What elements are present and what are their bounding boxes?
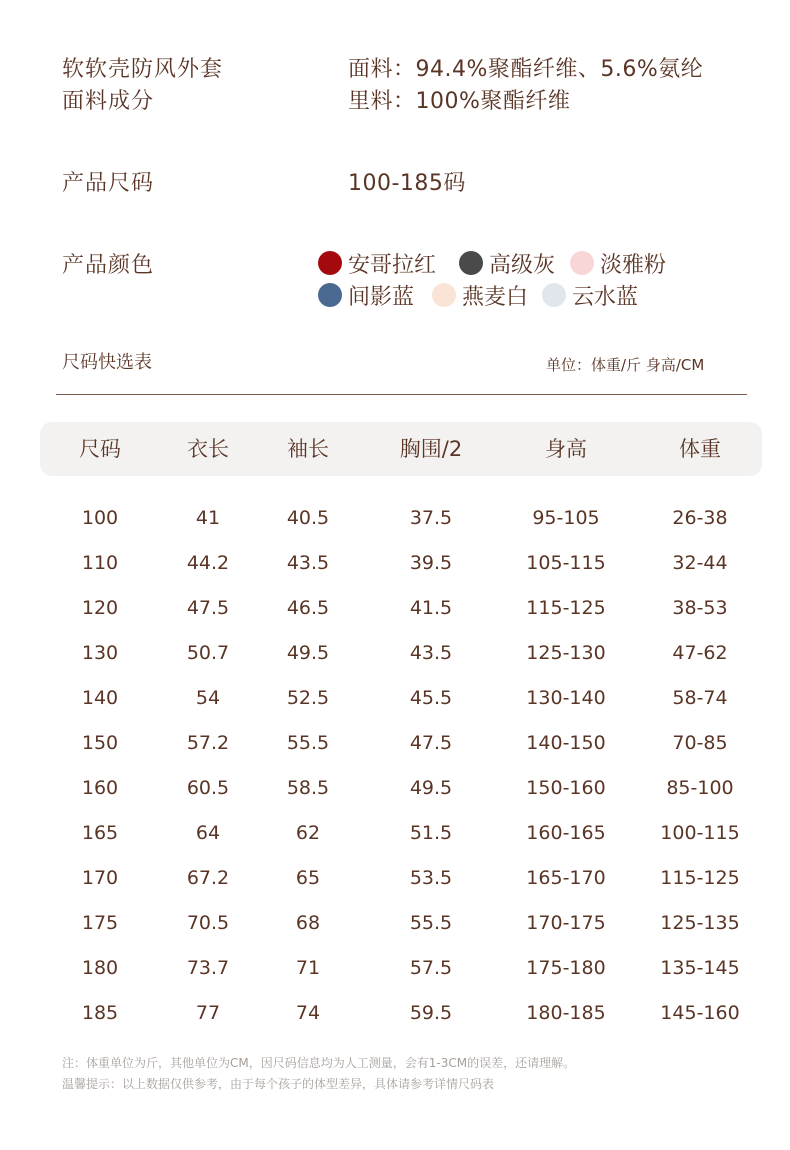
table-row: [0, 631, 790, 676]
size-chart-title: 尺码快选表: [62, 352, 152, 373]
table-cell: 135-145: [660, 957, 740, 979]
table-cell: 67.2: [186, 867, 230, 889]
color-option: [432, 280, 528, 310]
column-header: 袖长: [287, 437, 329, 461]
table-cell: 52.5: [286, 687, 330, 709]
table-cell: 58.5: [286, 777, 330, 799]
table-cell: 37.5: [409, 507, 453, 529]
table-cell: 43.5: [409, 642, 453, 664]
column-header: 衣长: [187, 437, 229, 461]
unit-text: 单位：体重/斤 身高/CM: [546, 356, 705, 374]
table-cell: 140-150: [526, 732, 606, 754]
table-cell: 44.2: [186, 552, 230, 574]
table-row: [0, 496, 790, 541]
table-cell: 40.5: [286, 507, 330, 529]
color-option: [570, 248, 666, 278]
table-cell: 46.5: [286, 597, 330, 619]
table-cell: 50.7: [186, 642, 230, 664]
table-cell: 175-180: [526, 957, 606, 979]
table-cell: 160: [81, 777, 119, 799]
table-cell: 51.5: [409, 822, 453, 844]
table-cell: 140: [81, 687, 119, 709]
column-header: 身高: [545, 437, 587, 461]
table-cell: 130: [81, 642, 119, 664]
table-row: [0, 901, 790, 946]
column-header: 体重: [679, 437, 721, 461]
color-name: 安哥拉红: [348, 252, 437, 278]
table-cell: 53.5: [409, 867, 453, 889]
table-cell: 57.2: [186, 732, 230, 754]
color-name: 间影蓝: [348, 284, 415, 310]
table-cell: 47-62: [672, 642, 728, 664]
table-cell: 39.5: [409, 552, 453, 574]
table-cell: 47.5: [409, 732, 453, 754]
color-name: 云水蓝: [572, 284, 639, 310]
table-cell: 70-85: [672, 732, 728, 754]
table-cell: 49.5: [286, 642, 330, 664]
table-cell: 59.5: [409, 1002, 453, 1024]
table-cell: 49.5: [409, 777, 453, 799]
note-line2: 温馨提示：以上数据仅供参考，由于每个孩子的体型差异，具体请参考详情尺码表: [62, 1077, 495, 1091]
color-name: 燕麦白: [462, 284, 529, 310]
table-cell: 26-38: [672, 507, 728, 529]
table-row: [0, 811, 790, 856]
table-cell: 32-44: [672, 552, 728, 574]
table-cell: 105-115: [526, 552, 606, 574]
table-cell: 120: [81, 597, 119, 619]
table-cell: 110: [81, 552, 119, 574]
table-row: [0, 991, 790, 1036]
table-row: [0, 586, 790, 631]
table-cell: 160-165: [526, 822, 606, 844]
table-cell: 43.5: [286, 552, 330, 574]
table-cell: 71: [295, 957, 321, 979]
fabric-label-line1: 软软壳防风外套: [62, 57, 224, 82]
table-cell: 65: [295, 867, 321, 889]
table-cell: 125-130: [526, 642, 606, 664]
table-cell: 55.5: [286, 732, 330, 754]
table-cell: 150-160: [526, 777, 606, 799]
table-cell: 100-115: [660, 822, 740, 844]
fabric-value-line2: 里料：100%聚酯纤维: [348, 89, 571, 114]
table-cell: 54: [195, 687, 221, 709]
color-option: [542, 280, 638, 310]
table-cell: 130-140: [526, 687, 606, 709]
table-cell: 165-170: [526, 867, 606, 889]
table-cell: 41.5: [409, 597, 453, 619]
table-cell: 74: [295, 1002, 321, 1024]
table-cell: 170-175: [526, 912, 606, 934]
table-row: [0, 721, 790, 766]
color-option: [318, 248, 436, 278]
table-cell: 115-125: [660, 867, 740, 889]
divider: [56, 394, 747, 395]
column-header: 胸围/2: [399, 437, 463, 461]
table-cell: 145-160: [660, 1002, 740, 1024]
color-swatch: [542, 283, 566, 307]
table-cell: 64: [195, 822, 221, 844]
color-swatch: [318, 283, 342, 307]
color-name: 高级灰: [489, 252, 556, 278]
color-swatch: [318, 251, 342, 275]
fabric-label-line2: 面料成分: [62, 89, 155, 114]
table-cell: 180: [81, 957, 119, 979]
table-cell: 125-135: [660, 912, 740, 934]
table-cell: 55.5: [409, 912, 453, 934]
table-cell: 180-185: [526, 1002, 606, 1024]
column-header: 尺码: [79, 437, 121, 461]
table-cell: 115-125: [526, 597, 606, 619]
color-name: 淡雅粉: [600, 252, 667, 278]
color-swatch: [570, 251, 594, 275]
color-option: [459, 248, 555, 278]
table-cell: 170: [81, 867, 119, 889]
note-line1: 注：体重单位为斤，其他单位为CM，因尺码信息均为人工测量，会有1-3CM的误差，还请理解。: [62, 1056, 576, 1070]
table-row: [0, 541, 790, 586]
table-cell: 165: [81, 822, 119, 844]
table-cell: 60.5: [186, 777, 230, 799]
size-value: 100-185码: [348, 171, 466, 196]
table-row: [0, 856, 790, 901]
table-row: [0, 946, 790, 991]
color-swatch: [459, 251, 483, 275]
table-cell: 70.5: [186, 912, 230, 934]
color-label: 产品颜色: [62, 253, 155, 278]
table-row: [0, 766, 790, 811]
table-cell: 58-74: [672, 687, 728, 709]
table-cell: 85-100: [666, 777, 734, 799]
color-swatch: [432, 283, 456, 307]
table-cell: 47.5: [186, 597, 230, 619]
table-header: [40, 422, 762, 476]
table-cell: 95-105: [532, 507, 600, 529]
table-cell: 45.5: [409, 687, 453, 709]
fabric-value-line1: 面料：94.4%聚酯纤维、5.6%氨纶: [348, 57, 704, 82]
size-label: 产品尺码: [62, 171, 155, 196]
table-cell: 185: [81, 1002, 119, 1024]
table-row: [0, 676, 790, 721]
table-cell: 57.5: [409, 957, 453, 979]
table-cell: 77: [195, 1002, 221, 1024]
color-option: [318, 280, 414, 310]
table-cell: 73.7: [186, 957, 230, 979]
table-cell: 41: [195, 507, 221, 529]
table-cell: 150: [81, 732, 119, 754]
table-cell: 68: [295, 912, 321, 934]
table-cell: 175: [81, 912, 119, 934]
table-cell: 62: [295, 822, 321, 844]
table-cell: 100: [81, 507, 119, 529]
table-cell: 38-53: [672, 597, 728, 619]
